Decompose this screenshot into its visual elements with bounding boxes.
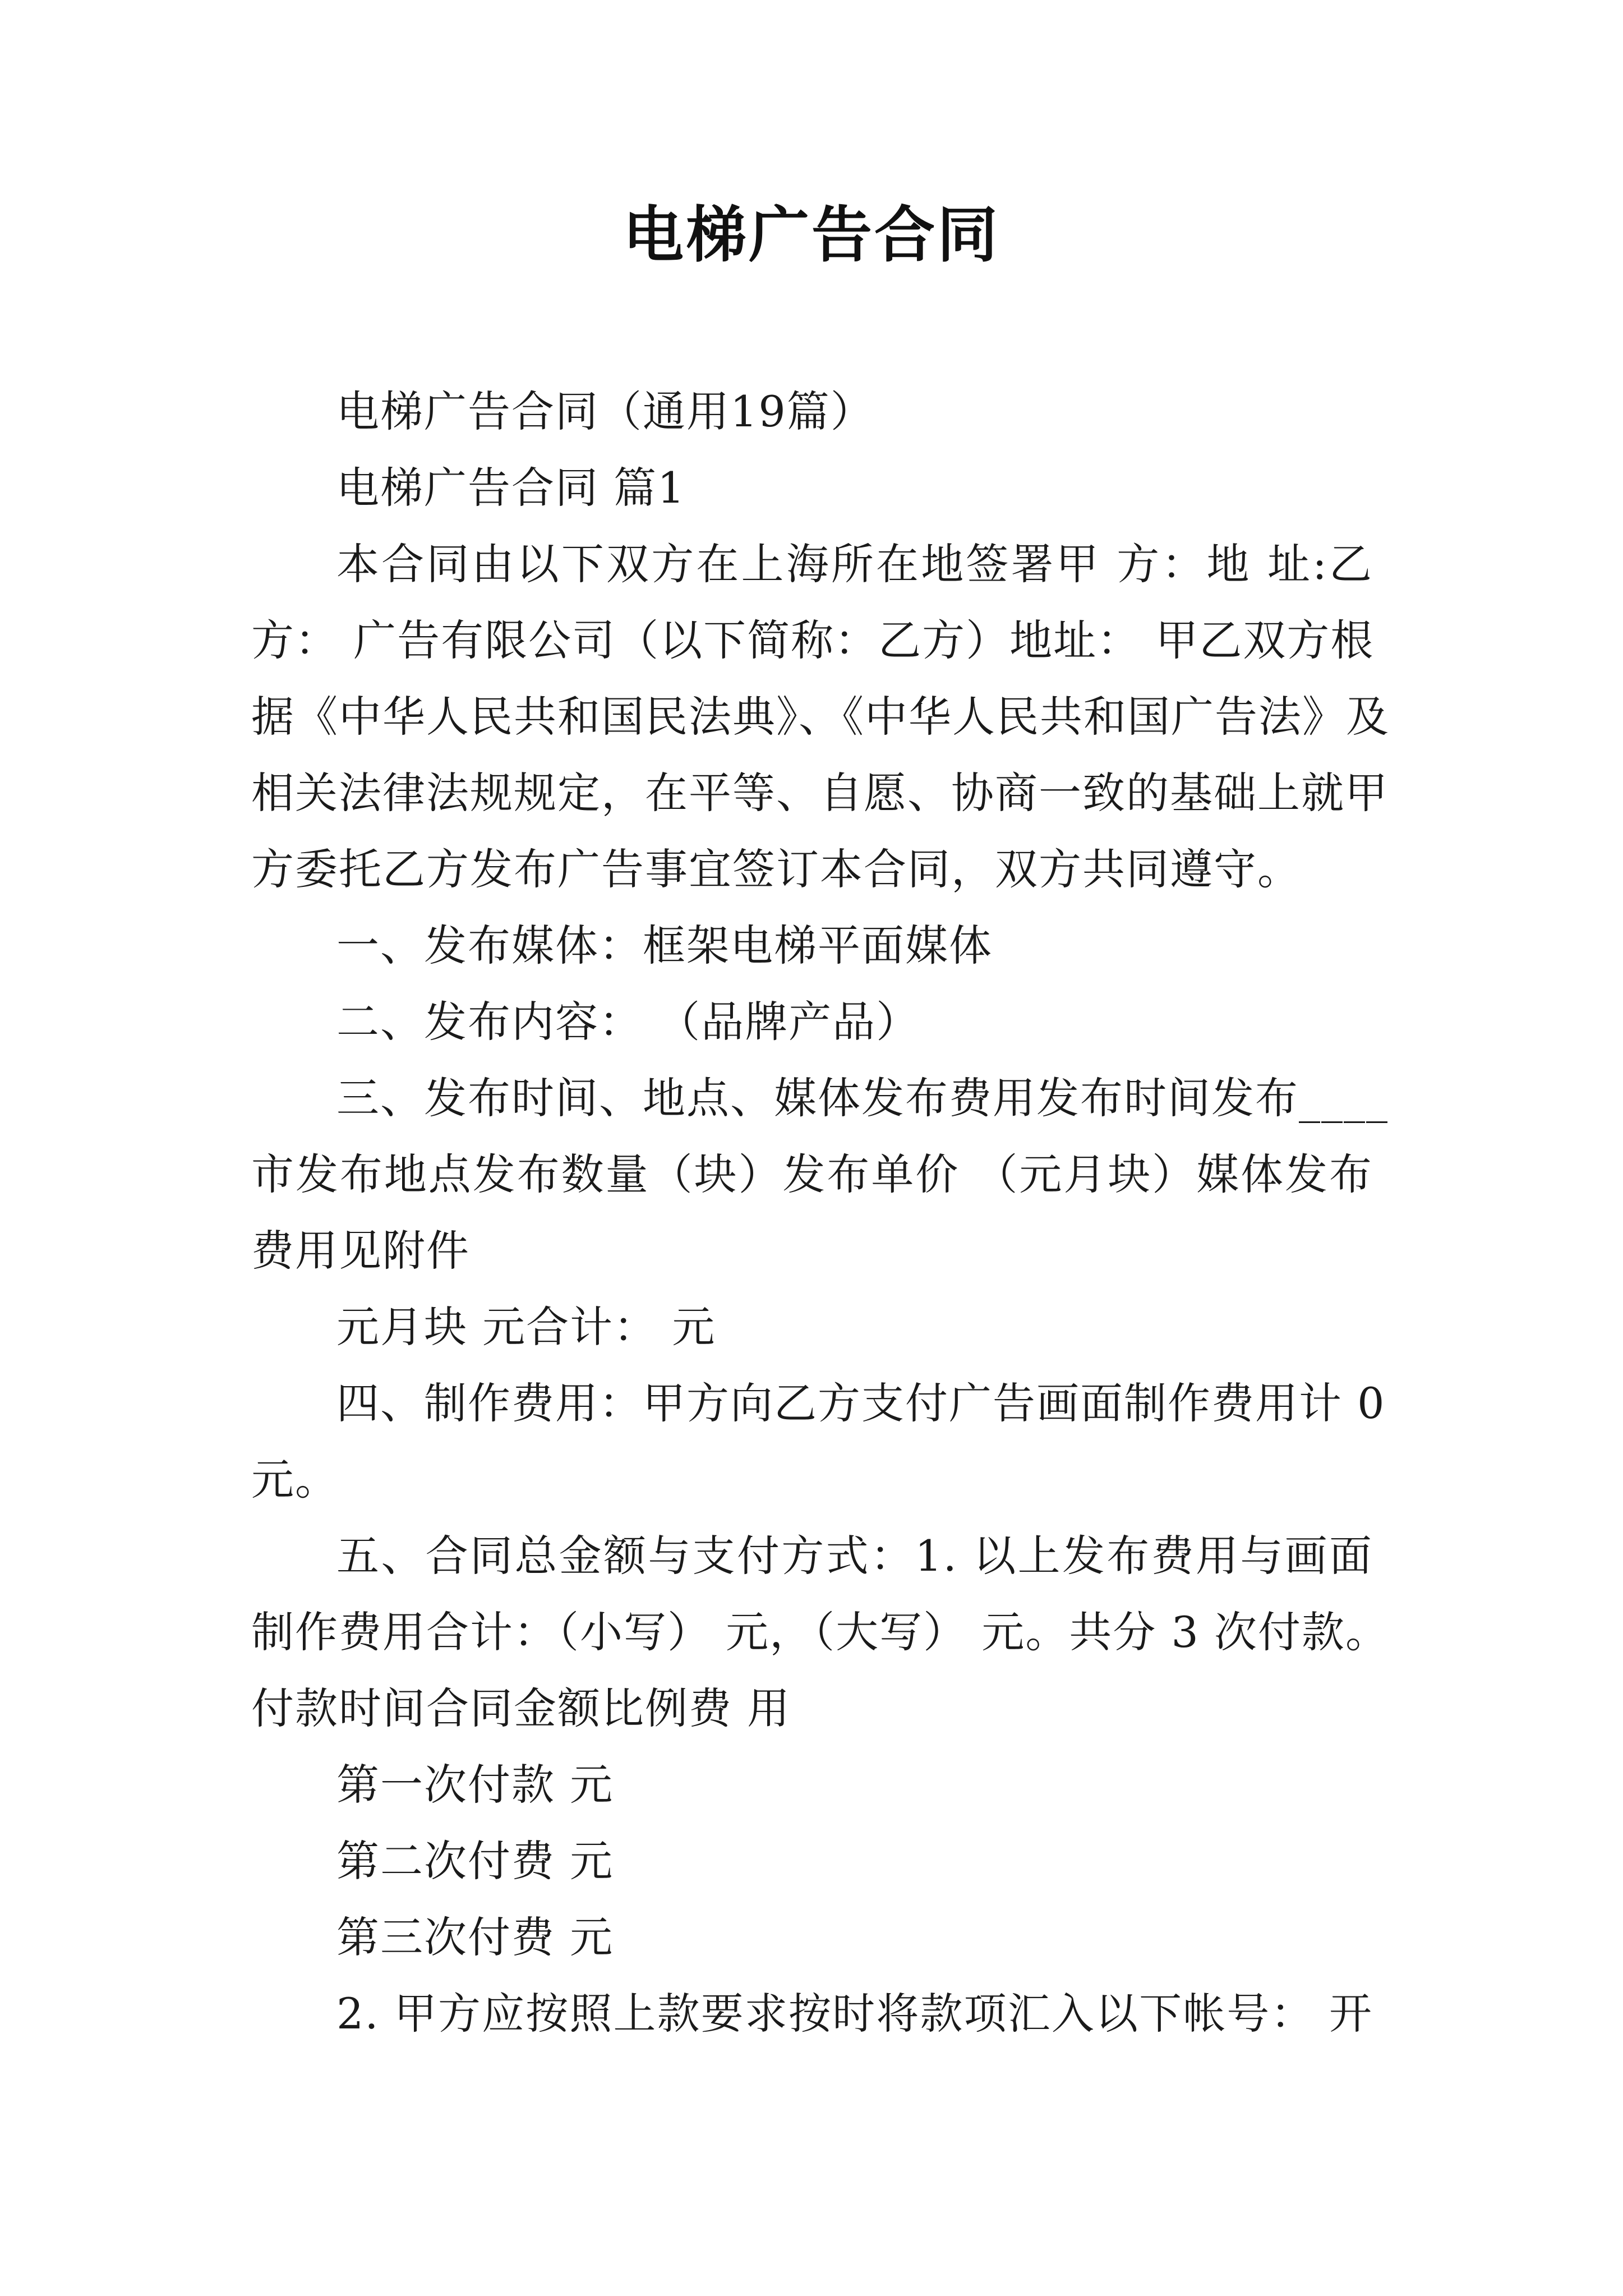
- subtitle-line: 电梯广告合同（通用19篇）: [336, 386, 874, 436]
- document-body: [251, 374, 1390, 2052]
- clause-line: 元月块 元合计： 元: [336, 1302, 716, 1352]
- clause-line: 费用见附件: [251, 1226, 470, 1276]
- clause-line: 制作费用合计：（小写） 元，（大写） 元。共分 3 次付款。: [251, 1607, 1389, 1657]
- clause-line: 2. 甲方应按照上款要求按时将款项汇入以下帐号： 开: [336, 1989, 1373, 2039]
- clause-line: 付款时间合同金额比例费 用: [251, 1683, 791, 1733]
- payment-line: 第三次付费 元: [336, 1912, 614, 1962]
- payment-line: 第一次付款 元: [336, 1760, 614, 1810]
- paragraph-line: 相关法律法规规定，在平等、自愿、协商一致的基础上就甲: [251, 768, 1389, 818]
- clause-line: 五、合同总金额与支付方式：1. 以上发布费用与画面: [336, 1531, 1373, 1581]
- clause-line: 市发布地点发布数量（块）发布单价 （元月块）媒体发布: [251, 1149, 1373, 1199]
- clause-line: 元。: [251, 1455, 339, 1504]
- clause-line: 四、制作费用：甲方向乙方支付广告画面制作费用计 0: [336, 1378, 1386, 1428]
- document-title: 电梯广告合同: [623, 200, 1000, 270]
- clause-line: 三、发布时间、地点、媒体发布费用发布时间发布____: [336, 1073, 1389, 1123]
- payment-line: 第二次付费 元: [336, 1836, 614, 1886]
- paragraph-line: 据《中华人民共和国民法典》、《中华人民共和国广告法》及: [251, 692, 1390, 742]
- section-heading: 电梯广告合同 篇1: [336, 463, 686, 513]
- paragraph-line: 本合同由以下双方在上海所在地签署甲 方：地 址:乙: [336, 539, 1373, 589]
- paragraph-line: 方： 广告有限公司（以下简称：乙方）地址： 甲乙双方根: [251, 615, 1375, 665]
- clause-line: 一、发布媒体：框架电梯平面媒体: [336, 921, 993, 970]
- clause-line: 二、发布内容： （品牌产品）: [336, 997, 920, 1047]
- paragraph-line: 方委托乙方发布广告事宜签订本合同，双方共同遵守。: [251, 844, 1301, 894]
